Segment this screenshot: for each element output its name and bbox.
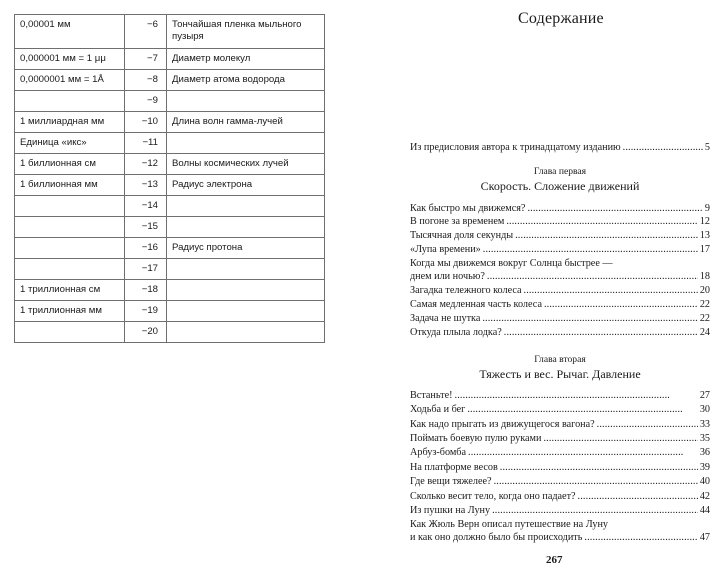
size-cell: 0,0000001 мм = 1Å: [15, 70, 125, 91]
size-cell: 1 биллионная см: [15, 154, 125, 175]
example-cell: [167, 301, 325, 322]
toc-entry-page: 44: [699, 505, 710, 516]
leader-dots: [455, 389, 698, 402]
toc-entry[interactable]: [410, 257, 710, 283]
toc-entry[interactable]: [410, 215, 710, 228]
toc-entry-title: Когда мы движемся вокруг Солнца быстрее —: [410, 258, 613, 269]
table-row: [15, 91, 325, 112]
toc-entry-page: 18: [699, 271, 710, 282]
toc-entry-page: 24: [699, 327, 710, 338]
size-cell: 1 триллионная см: [15, 280, 125, 301]
leader-dots: [483, 243, 698, 256]
toc-entry-page: 12: [699, 216, 710, 227]
toc-entry[interactable]: [410, 326, 710, 339]
toc-entry[interactable]: [410, 490, 710, 503]
toc-title: Содержание: [518, 10, 604, 27]
chapter-title: Тяжесть и вес. Рычаг. Давление: [479, 367, 641, 381]
toc-entry-title: Загадка тележного колеса: [410, 285, 522, 296]
power-cell: −10: [125, 112, 167, 133]
toc-entry-page: 9: [704, 203, 710, 214]
toc-entry-page: 13: [699, 230, 710, 241]
toc-entry-title: Где вещи тяжелее?: [410, 476, 492, 487]
toc-entry-page: 22: [699, 313, 710, 324]
power-cell: −20: [125, 322, 167, 343]
table-row: [15, 154, 325, 175]
example-cell: [167, 91, 325, 112]
toc-entry-page: 5: [704, 142, 710, 153]
toc-entry-page: 47: [699, 532, 710, 543]
toc-entry-page: 42: [699, 491, 710, 502]
toc-entry-title: Самая медленная часть колеса: [410, 299, 542, 310]
toc-entry[interactable]: [410, 243, 710, 256]
table-row: [15, 217, 325, 238]
toc-entry-page: 20: [699, 285, 710, 296]
toc-entry-title: Задача не шутка: [410, 313, 481, 324]
scale-table-wrapper: [14, 14, 325, 343]
toc-entry-title: Ходьба и бег: [410, 404, 466, 415]
toc-entry-title: Поймать боевую пулю руками: [410, 433, 542, 444]
power-cell: −8: [125, 70, 167, 91]
toc-entry-title-cont: днем или ночью?: [410, 271, 485, 282]
toc-entry[interactable]: [410, 229, 710, 242]
table-row: [15, 259, 325, 280]
size-cell: [15, 196, 125, 217]
leader-dots: [494, 475, 698, 488]
size-cell: 0,000001 мм = 1 μμ: [15, 49, 125, 70]
table-row: [15, 322, 325, 343]
power-cell: −14: [125, 196, 167, 217]
example-cell: Диаметр молекул: [167, 49, 325, 70]
leader-dots: [544, 298, 698, 311]
toc-entry-title: Сколько весит тело, когда оно падает?: [410, 491, 576, 502]
toc-entry-preface[interactable]: [410, 141, 710, 154]
toc-entry[interactable]: [410, 202, 710, 215]
scale-table: [14, 14, 325, 343]
toc-entry-page: 27: [699, 390, 710, 401]
table-row: [15, 15, 325, 49]
table-row: [15, 70, 325, 91]
example-cell: [167, 217, 325, 238]
leader-dots: [492, 504, 698, 517]
chapter-label: Глава первая: [533, 166, 587, 177]
table-row: [15, 280, 325, 301]
toc-entry-title: Откуда плыла лодка?: [410, 327, 502, 338]
example-cell: [167, 259, 325, 280]
example-cell: Радиус протона: [167, 238, 325, 259]
leader-dots: [524, 284, 698, 297]
toc-entry-title: В погоне за временем: [410, 216, 505, 227]
leader-dots: [482, 312, 697, 325]
power-cell: −7: [125, 49, 167, 70]
example-cell: Тончайшая пленка мыльного пузыря: [167, 15, 325, 49]
toc-entry[interactable]: [410, 432, 710, 445]
chapter-label: Глава вторая: [534, 354, 586, 365]
leader-dots: [504, 326, 698, 339]
power-cell: −19: [125, 301, 167, 322]
page-number: 267: [546, 554, 563, 566]
chapter-title: Скорость. Сложение движений: [480, 179, 640, 193]
leader-dots: [527, 202, 702, 215]
leader-dots: [597, 418, 698, 431]
leader-dots: [578, 490, 698, 503]
leader-dots: [543, 432, 697, 445]
power-cell: −12: [125, 154, 167, 175]
size-cell: 1 биллионная мм: [15, 175, 125, 196]
toc-entry[interactable]: [410, 298, 710, 311]
toc-entry-title: Встаньте!: [410, 390, 453, 401]
table-row: [15, 175, 325, 196]
toc-entry-page: 40: [699, 476, 710, 487]
example-cell: [167, 133, 325, 154]
table-row: [15, 133, 325, 154]
leader-dots: [468, 446, 698, 459]
table-row: [15, 112, 325, 133]
toc-entry-page: 30: [699, 404, 710, 415]
toc-entry-page: 35: [699, 433, 710, 444]
example-cell: Радиус электрона: [167, 175, 325, 196]
power-cell: −18: [125, 280, 167, 301]
power-cell: −6: [125, 15, 167, 49]
leader-dots: [584, 531, 697, 544]
size-cell: [15, 91, 125, 112]
table-row: [15, 196, 325, 217]
toc-entry[interactable]: [410, 312, 710, 325]
leader-dots: [623, 141, 703, 154]
size-cell: 1 триллионная мм: [15, 301, 125, 322]
toc-entry-title: На платформе весов: [410, 462, 498, 473]
example-cell: Волны космических лучей: [167, 154, 325, 175]
toc-entry-page: 33: [699, 419, 710, 430]
toc-entry[interactable]: [410, 461, 710, 474]
table-row: [15, 49, 325, 70]
toc-entry[interactable]: [410, 446, 710, 459]
toc-entry[interactable]: [410, 504, 710, 517]
size-cell: [15, 322, 125, 343]
table-row: [15, 238, 325, 259]
toc-entry-title: Из пушки на Луну: [410, 505, 491, 516]
toc-entry-page: 39: [699, 462, 710, 473]
leader-dots: [467, 403, 697, 416]
toc-entry-page: 36: [699, 447, 710, 458]
example-cell: Длина волн гамма-лучей: [167, 112, 325, 133]
power-cell: −15: [125, 217, 167, 238]
power-cell: −11: [125, 133, 167, 154]
power-cell: −16: [125, 238, 167, 259]
toc-entry-title: Как быстро мы движемся?: [410, 203, 526, 214]
leader-dots: [500, 461, 698, 474]
size-cell: [15, 217, 125, 238]
leader-dots: [487, 270, 698, 283]
toc-entry-title: Как надо прыгать из движущегося вагона?: [410, 419, 595, 430]
toc-entry[interactable]: [410, 284, 710, 297]
table-row: [15, 301, 325, 322]
size-cell: [15, 259, 125, 280]
toc-entry-page: 17: [699, 244, 710, 255]
toc-entry[interactable]: [410, 418, 710, 431]
toc-entry-title: «Лупа времени»: [410, 244, 481, 255]
size-cell: [15, 238, 125, 259]
toc-entry-title: Как Жюль Верн описал путешествие на Луну: [410, 519, 608, 530]
toc-entry-title-cont: и как оно должно было бы происходить: [410, 532, 583, 543]
size-cell: 1 миллиардная мм: [15, 112, 125, 133]
toc-entry-title: Арбуз-бомба: [410, 447, 466, 458]
power-cell: −9: [125, 91, 167, 112]
toc-entry[interactable]: [410, 475, 710, 488]
example-cell: [167, 196, 325, 217]
power-cell: −13: [125, 175, 167, 196]
example-cell: [167, 322, 325, 343]
leader-dots: [515, 229, 698, 242]
toc-entry-title: Тысячная доля секунды: [410, 230, 514, 241]
toc-entry-title: Из предисловия автора к тринадцатому изданию: [410, 142, 621, 153]
example-cell: Диаметр атома водорода: [167, 70, 325, 91]
toc-entry-page: 22: [699, 299, 710, 310]
toc-entry[interactable]: [410, 403, 710, 416]
toc-entry[interactable]: [410, 389, 710, 402]
size-cell: Единица «икс»: [15, 133, 125, 154]
toc-entry[interactable]: [410, 518, 710, 544]
leader-dots: [506, 215, 697, 228]
power-cell: −17: [125, 259, 167, 280]
example-cell: [167, 280, 325, 301]
size-cell: 0,00001 мм: [15, 15, 125, 49]
